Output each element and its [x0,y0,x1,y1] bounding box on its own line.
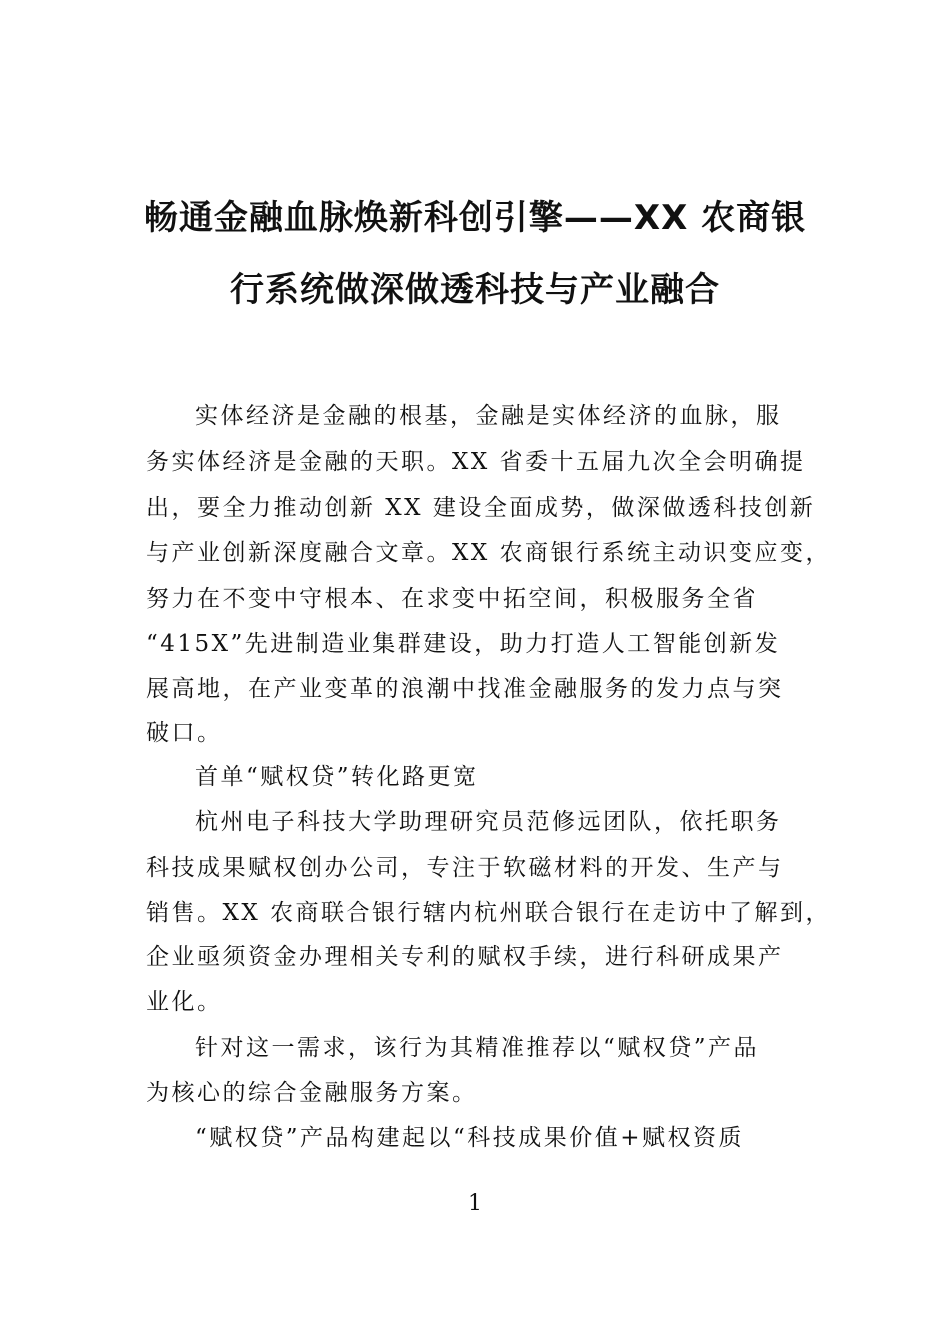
paragraph-line: “赋权贷”产品构建起以“科技成果价值+赋权资质 [195,1125,745,1151]
paragraph-line: 科技成果赋权创办公司，专注于软磁材料的开发、生产与 [146,855,784,881]
paragraph-line: 实体经济是金融的根基，金融是实体经济的血脉，服 [195,403,782,429]
paragraph-line: 业化。 [146,989,223,1015]
paragraph-line: 针对这一需求，该行为其精准推荐以“赋权贷”产品 [195,1035,760,1061]
document-title-line-1: 畅通金融血脉焕新科创引擎——XX 农商银 [143,198,807,238]
paragraph-line: 销售。XX 农商联合银行辖内杭州联合银行在走访中了解到， [146,900,832,926]
paragraph-line: “415X”先进制造业集群建设，助力打造人工智能创新发 [146,631,781,657]
paragraph-line: 与产业创新深度融合文章。XX 农商银行系统主动识变应变， [146,540,832,566]
page-number: 1 [468,1191,482,1216]
paragraph-line: 出，要全力推动创新 XX 建设全面成势，做深做透科技创新 [146,495,816,521]
paragraph-line: 杭州电子科技大学助理研究员范修远团队，依托职务 [195,809,782,835]
paragraph-line: 企业亟须资金办理相关专利的赋权手续，进行科研成果产 [146,944,784,970]
paragraph-line: 努力在不变中守根本、在求变中拓空间，积极服务全省 [146,586,758,612]
paragraph-line: 务实体经济是金融的天职。XX 省委十五届九次全会明确提 [146,449,806,475]
paragraph-line: 为核心的综合金融服务方案。 [146,1080,478,1106]
section-heading: 首单“赋权贷”转化路更宽 [195,764,479,790]
paragraph-line: 破口。 [146,720,223,746]
document-title-line-2: 行系统做深做透科技与产业融合 [230,270,720,310]
paragraph-line: 展高地，在产业变革的浪潮中找准金融服务的发力点与突 [146,676,784,702]
